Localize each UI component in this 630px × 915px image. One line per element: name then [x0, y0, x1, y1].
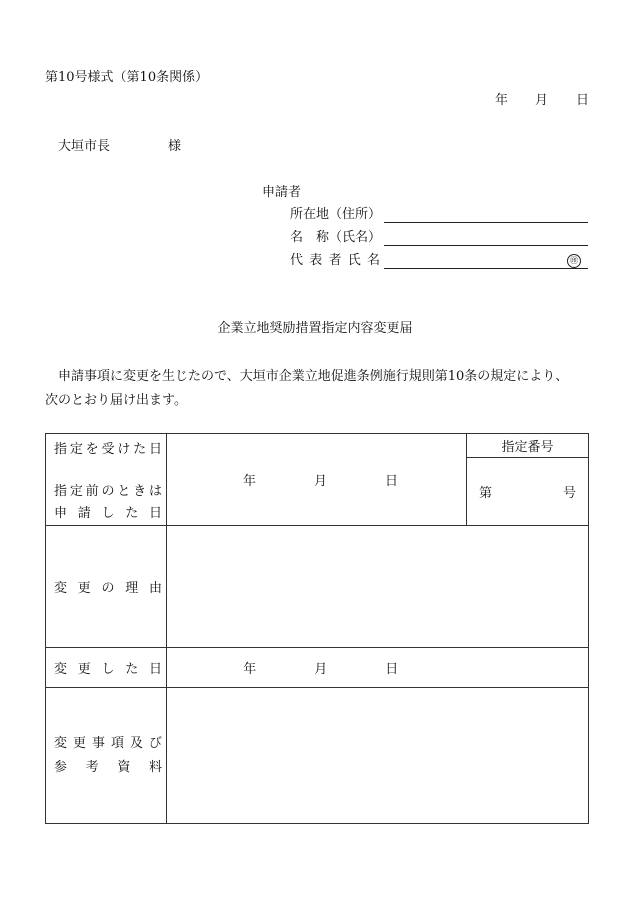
- form-table: [45, 433, 589, 824]
- label-designated-date: 指 定 を 受 け た 日: [54, 442, 162, 457]
- applicant-name-label: 名 称（氏名）: [290, 230, 382, 245]
- change-reason-field[interactable]: [167, 526, 589, 648]
- label-application-date: 申 請 し た 日: [54, 506, 162, 521]
- applicant-address-label: 所在地（住所）: [290, 207, 382, 222]
- header-date-month: 月: [535, 93, 549, 108]
- addressee-honorific: 様: [168, 139, 182, 154]
- designation-date-label-cell: [46, 434, 167, 526]
- designation-number-suffix: 号: [562, 486, 576, 501]
- form-number: 第10号様式（第10条関係）: [45, 70, 209, 85]
- change-items-label-cell: [46, 688, 167, 824]
- change-date-label-cell: [46, 648, 167, 688]
- header-date-year: 年: [495, 93, 509, 108]
- addressee-city-mayor: 大垣市長: [58, 139, 111, 154]
- body-text-line1: 申請事項に変更を生じたので、大垣市企業立地促進条例施行規則第10条の規定により、: [58, 369, 569, 384]
- designation-number-header: 指定番号: [467, 434, 589, 458]
- change-date-year: 年: [243, 662, 257, 677]
- designation-date-year: 年: [242, 474, 256, 489]
- change-date-field[interactable]: [167, 648, 467, 688]
- label-change-date: 変 更 し た 日: [54, 662, 162, 677]
- designation-date-field[interactable]: [167, 434, 467, 526]
- seal-icon: ㊞: [567, 254, 581, 268]
- designation-number-field[interactable]: [467, 458, 589, 526]
- label-before-designation: 指 定 前 の と き は: [54, 484, 162, 499]
- applicant-heading: 申請者: [262, 185, 302, 200]
- label-reference-materials: 参 考 資 料: [54, 759, 162, 775]
- applicant-representative-field[interactable]: [384, 268, 588, 269]
- designation-date-month: 月: [313, 474, 327, 489]
- body-text-line2: 次のとおり届け出ます。: [45, 393, 187, 408]
- change-date-day: 日: [385, 662, 399, 677]
- change-date-field-extension[interactable]: [467, 648, 589, 688]
- document-title: 企業立地奨励措置指定内容変更届: [217, 321, 413, 336]
- change-reason-label-cell: [46, 526, 167, 648]
- change-date-month: 月: [314, 662, 328, 677]
- header-date-day: 日: [576, 93, 590, 108]
- label-change-items: 変 更 事 項 及 び: [54, 735, 162, 751]
- designation-date-day: 日: [385, 474, 399, 489]
- applicant-name-field[interactable]: [384, 245, 588, 246]
- applicant-representative-label: 代 表 者 氏 名: [290, 253, 380, 268]
- change-items-field[interactable]: [167, 688, 589, 824]
- label-change-reason: 変 更 の 理 由: [54, 581, 162, 596]
- applicant-address-field[interactable]: [384, 222, 588, 223]
- designation-number-prefix: 第: [479, 486, 493, 501]
